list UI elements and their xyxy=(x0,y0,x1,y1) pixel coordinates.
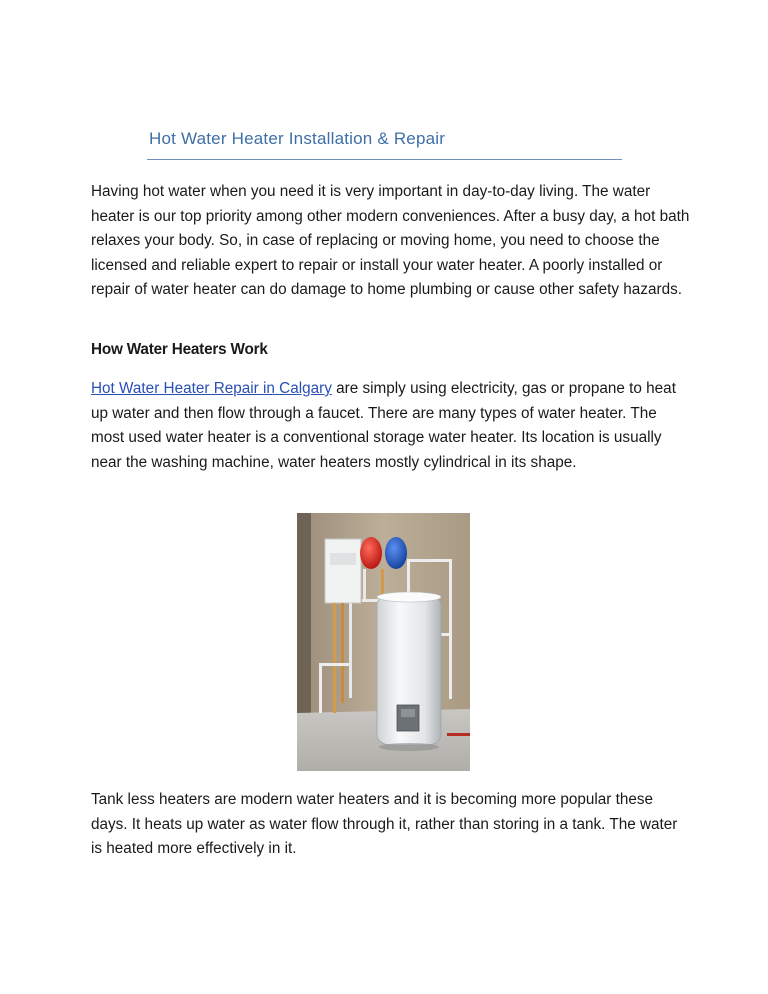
document-title: Hot Water Heater Installation & Repair xyxy=(149,129,446,148)
closing-paragraph: Tank less heaters are modern water heaters and it is becoming more popular these days. It heats up water as water flow through it, rather than storing in a tank. The water is heated more effectively in it. xyxy=(91,791,678,857)
section-heading: How Water Heaters Work xyxy=(91,341,268,358)
section-paragraph-text: are simply using electricity, gas or propane to heat up water and then flow through a faucet. There are many types of water heater. The most used water heater is a conventional storage water heater. Its location is usually near the washing machine, water heaters mostly cylindrical in its shape. xyxy=(91,380,676,471)
calgary-repair-link[interactable]: Hot Water Heater Repair in Calgary xyxy=(91,380,332,397)
title-underline xyxy=(147,159,622,160)
intro-paragraph: Having hot water when you need it is very important in day-to-day living. The water heater is our top priority among other modern conveniences. After a busy day, a hot bath relaxes your body. So, in case of replacing or moving home, you need to choose the licensed and reliable expert to repair or install your water heater. A poorly installed or repair of water heater can do damage to home plumbing or cause other safety hazards. xyxy=(91,183,690,298)
section-paragraph xyxy=(91,377,691,475)
water-heater-photo xyxy=(297,513,470,771)
